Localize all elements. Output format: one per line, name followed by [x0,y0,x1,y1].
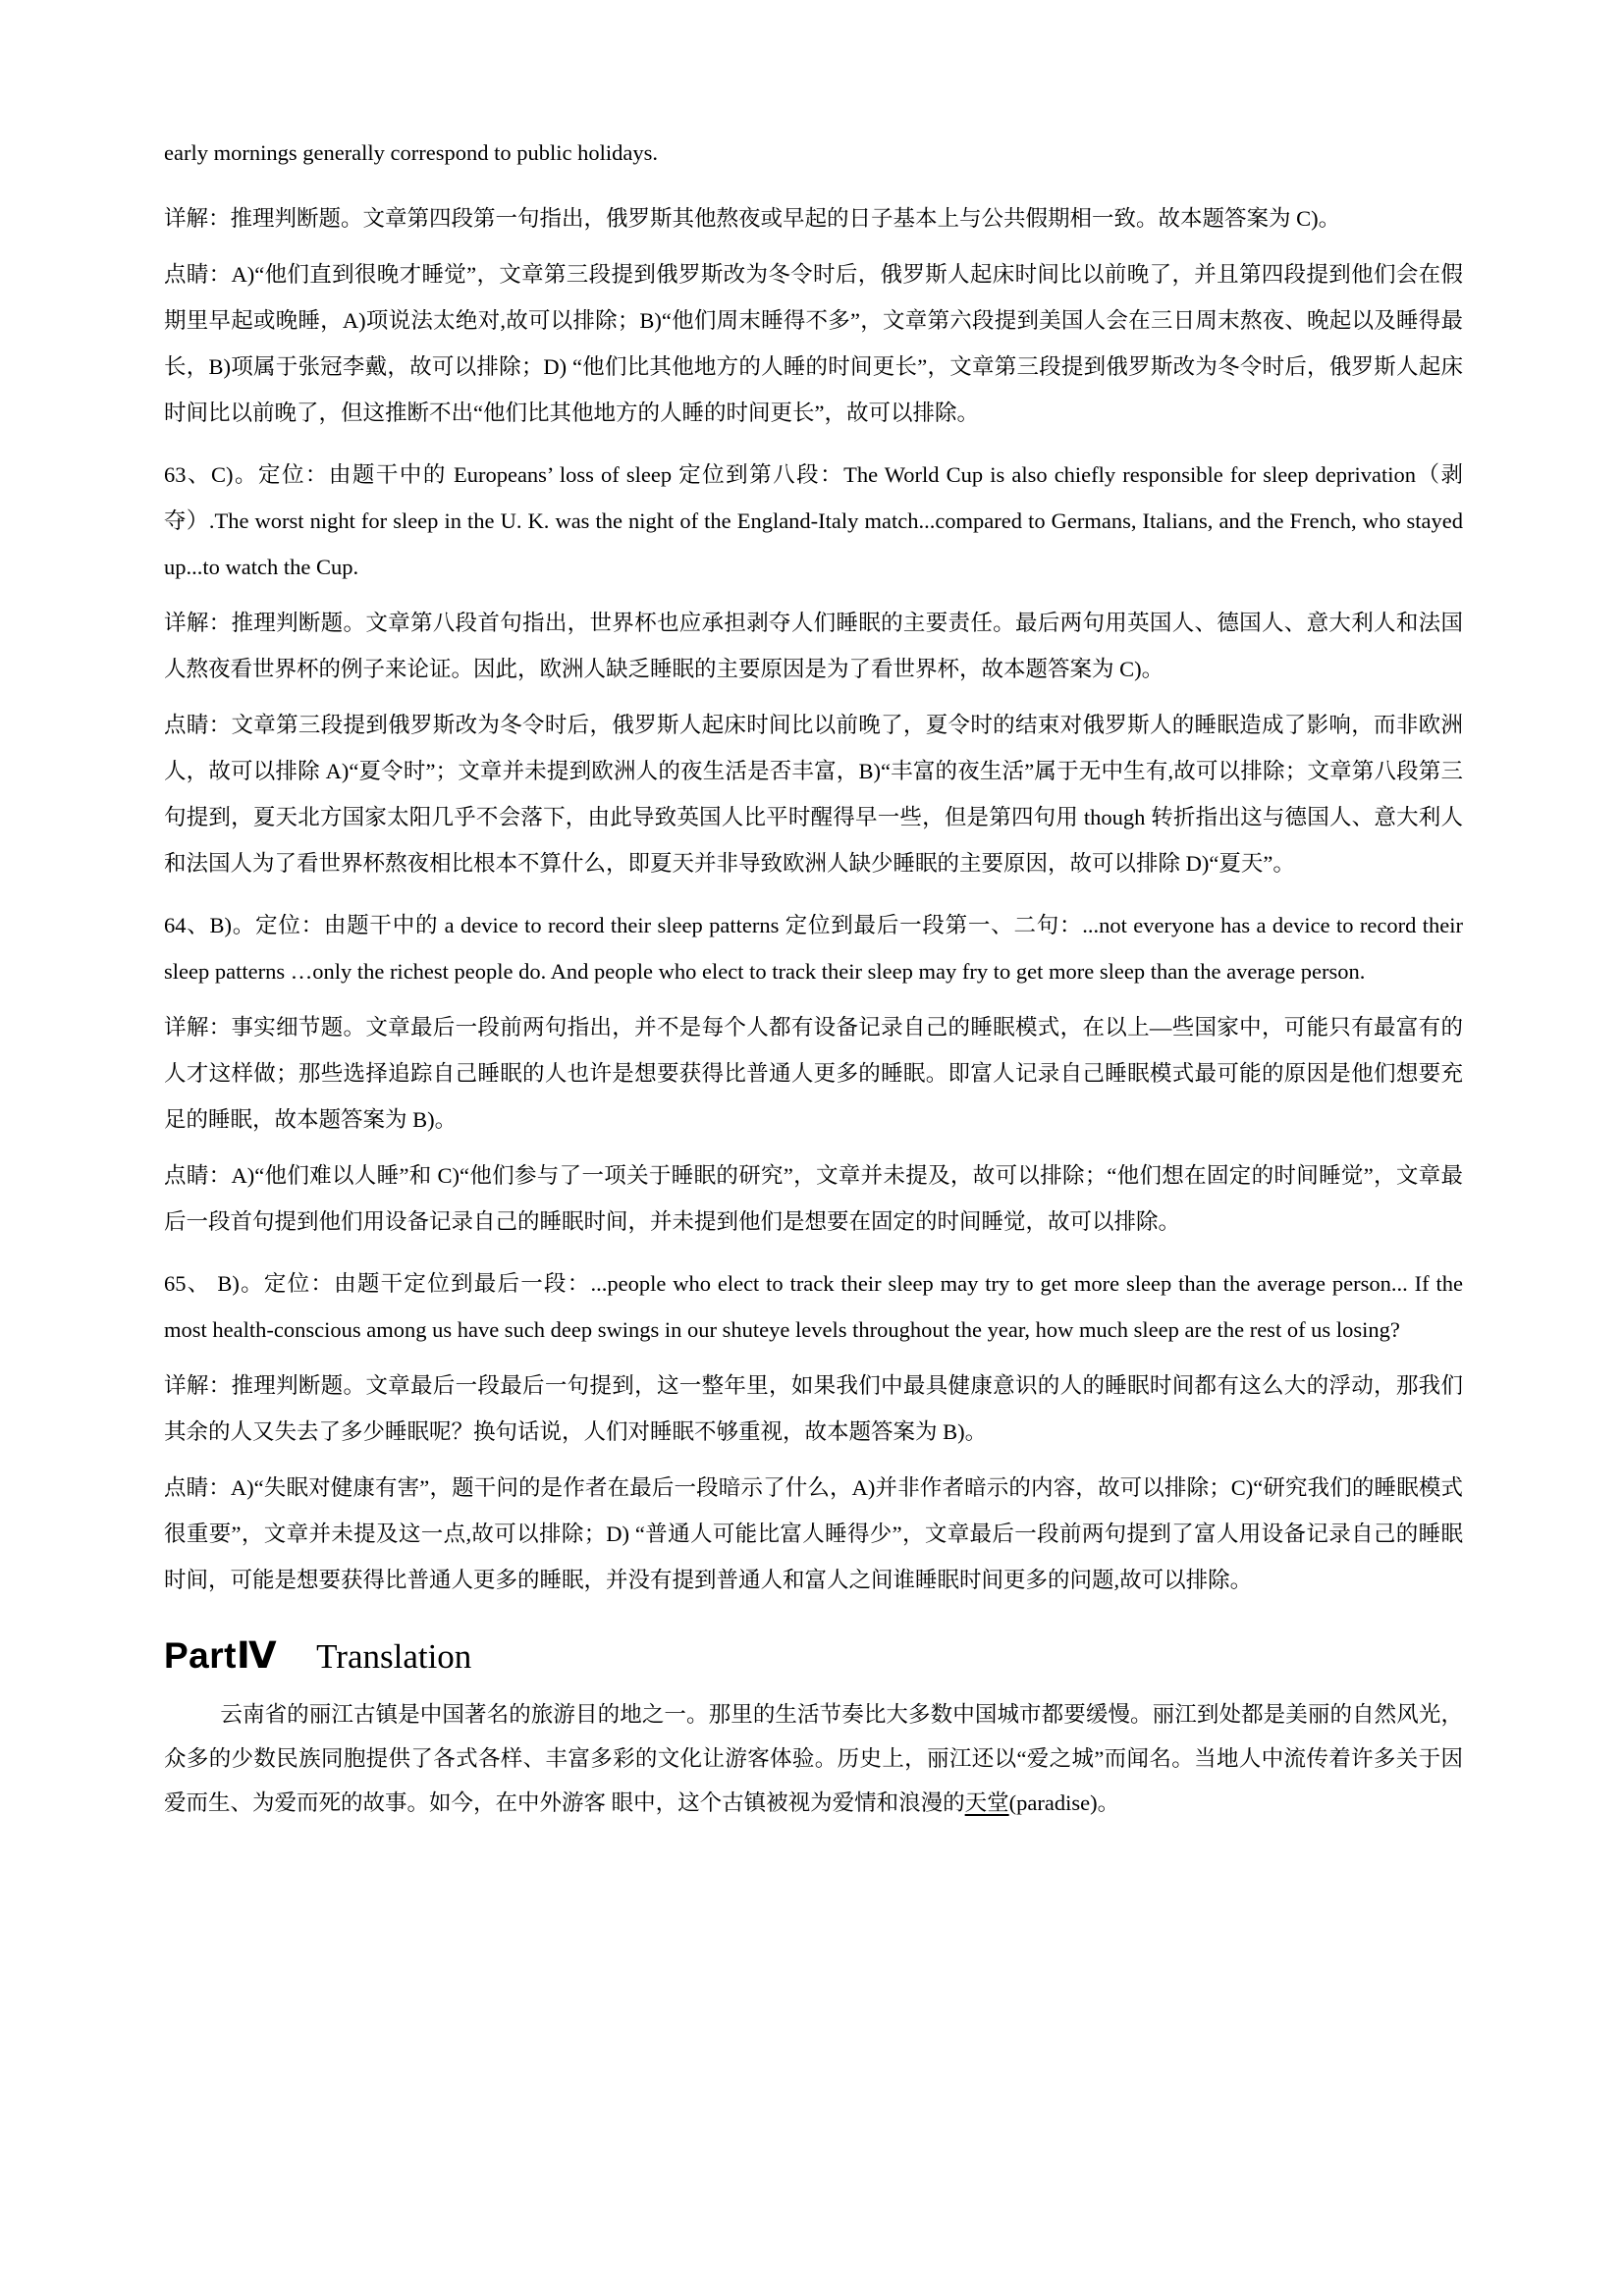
translation-paragraph [164,1692,1463,1825]
q64-tips: 点睛：A)“他们难以人睡”和 C)“他们参与了一项关于睡眠的研究”，文章并未提及，故可以排除；“他们想在固定的时间睡觉”，文章最后一段首句提到他们用设备记录自己的睡眠时间，并未提到他们是想要在固定的时间睡觉，故可以排除。 [164,1163,1463,1234]
q64-explanation: 详解：事实细节题。文章最后一段前两句指出，并不是每个人都有设备记录自己的睡眠模式，在以上—些国家中，可能只有最富有的人才这样做；那些选择追踪自己睡眠的人也许是想要获得比普通人更多的睡眠。即富人记录自己睡眠模式最可能的原因是他们想要充足的睡眠，故本题答案为 B)。 [164,1015,1463,1132]
q63-explanation: 详解：推理判断题。文章第八段首句指出，世界杯也应承担剥夺人们睡眠的主要责任。最后两句用英国人、德国人、意大利人和法国人熬夜看世界杯的例子来论证。因此，欧洲人缺乏睡眠的主要原因是为了看世界杯，故本题答案为 C)。 [164,611,1463,681]
q62-tips: 点睛：A)“他们直到很晚才睡觉”，文章第三段提到俄罗斯改为冬令时后，俄罗斯人起床时间比以前晚了，并且第四段提到他们会在假期里早起或晚睡，A)项说法太绝对,故可以排除；B)“他们周末睡得不多”，文章第六段提到美国人会在三日周末熬夜、晚起以及睡得最长，B)项属于张冠李戴，故可以排除；D) “他们比其他地方的人睡的时间更长”，文章第三段提到俄罗斯改为冬令时后，俄罗斯人起床时间比以前晚了，但这推断不出“他们比其他地方的人睡的时间更长”，故可以排除。 [164,262,1463,425]
q65-explanation: 详解：推理判断题。文章最后一段最后一句提到，这一整年里，如果我们中最具健康意识的人的睡眠时间都有这么大的浮动，那我们其余的人又失去了多少睡眠呢？换句话说，人们对睡眠不够重视，故本题答案为 B)。 [164,1373,1463,1444]
translation-text-after: (paradise)。 [1008,1790,1120,1815]
q65-tips: 点睛：A)“失眠对健康有害”，题干问的是作者在最后一段暗示了什么，A)并非作者暗示的内容，故可以排除；C)“研究我们的睡眠模式很重要”，文章并未提及这一点,故可以排除；D) “普通人可能比富人睡得少”，文章最后一段前两句提到了富人用设备记录自己的睡眠时间，可能是想要获得比普通人更多的睡眠，并没有提到普通人和富人之间谁睡眠时间更多的问题,故可以排除。 [164,1475,1463,1592]
translation-underlined-term: 天堂 [964,1790,1009,1815]
q64-answer-location: 64、B)。定位：由题干中的 a device to record their sleep patterns 定位到最后一段第一、二句：...not everyone has a device to record their sleep patterns …only the richest people do. And people who elect to track their sleep may fry to get more sleep than the average person. [164,913,1463,984]
q63-tips: 点睛：文章第三段提到俄罗斯改为冬令时后，俄罗斯人起床时间比以前晚了，夏令时的结束对俄罗斯人的睡眠造成了影响，而非欧洲人，故可以排除 A)“夏令时”；文章并未提到欧洲人的夜生活是否丰富，B)“丰富的夜生活”属于无中生有,故可以排除；文章第八段第三句提到，夏天北方国家太阳几乎不会落下，由此导致英国人比平时醒得早一些，但是第四句用 though 转折指出这与德国人、意大利人和法国人为了看世界杯熬夜相比根本不算什么，即夏天并非导致欧洲人缺少睡眠的主要原因，故可以排除 D)“夏天”。 [164,713,1463,876]
q62-explanation: 详解：推理判断题。文章第四段第一句指出，俄罗斯其他熬夜或早起的日子基本上与公共假期相一致。故本题答案为 C)。 [164,206,1341,231]
part4-heading [164,1634,1463,1677]
q65-answer-location: 65、 B)。定位：由题干定位到最后一段：...people who elect to track their sleep may try to get more sleep than the average person... If the most health-conscious among us have such deep swings in our shuteye levels throughout the year, how much sleep are the rest of us losing? [164,1271,1463,1342]
q63-answer-location: 63、C)。定位：由题干中的 Europeans’ loss of sleep 定位到第八段：The World Cup is also chiefly responsible for sleep deprivation（剥夺）.The worst night for sleep in the U. K. was the night of the England-Italy match...compared to Germans, Italians, and the French, who stayed up...to watch the Cup. [164,462,1463,579]
passage-continuation-line: early mornings generally correspond to public holidays. [164,140,658,165]
part4-label: PartⅣ [164,1635,278,1676]
translation-text-before: 云南省的丽江古镇是中国著名的旅游目的地之一。那里的生活节奏比大多数中国城市都要缓慢。丽江到处都是美丽的自然风光，众多的少数民族同胞提供了各式各样、丰富多彩的文化让游客体验。历史上，丽江还以“爱之城”而闻名。当地人中流传着许多关于因爱而生、为爱而死的故事。如今，在中外游客 眼中，这个古镇被视为爱情和浪漫的 [164,1702,1463,1815]
part4-title: Translation [316,1637,472,1676]
